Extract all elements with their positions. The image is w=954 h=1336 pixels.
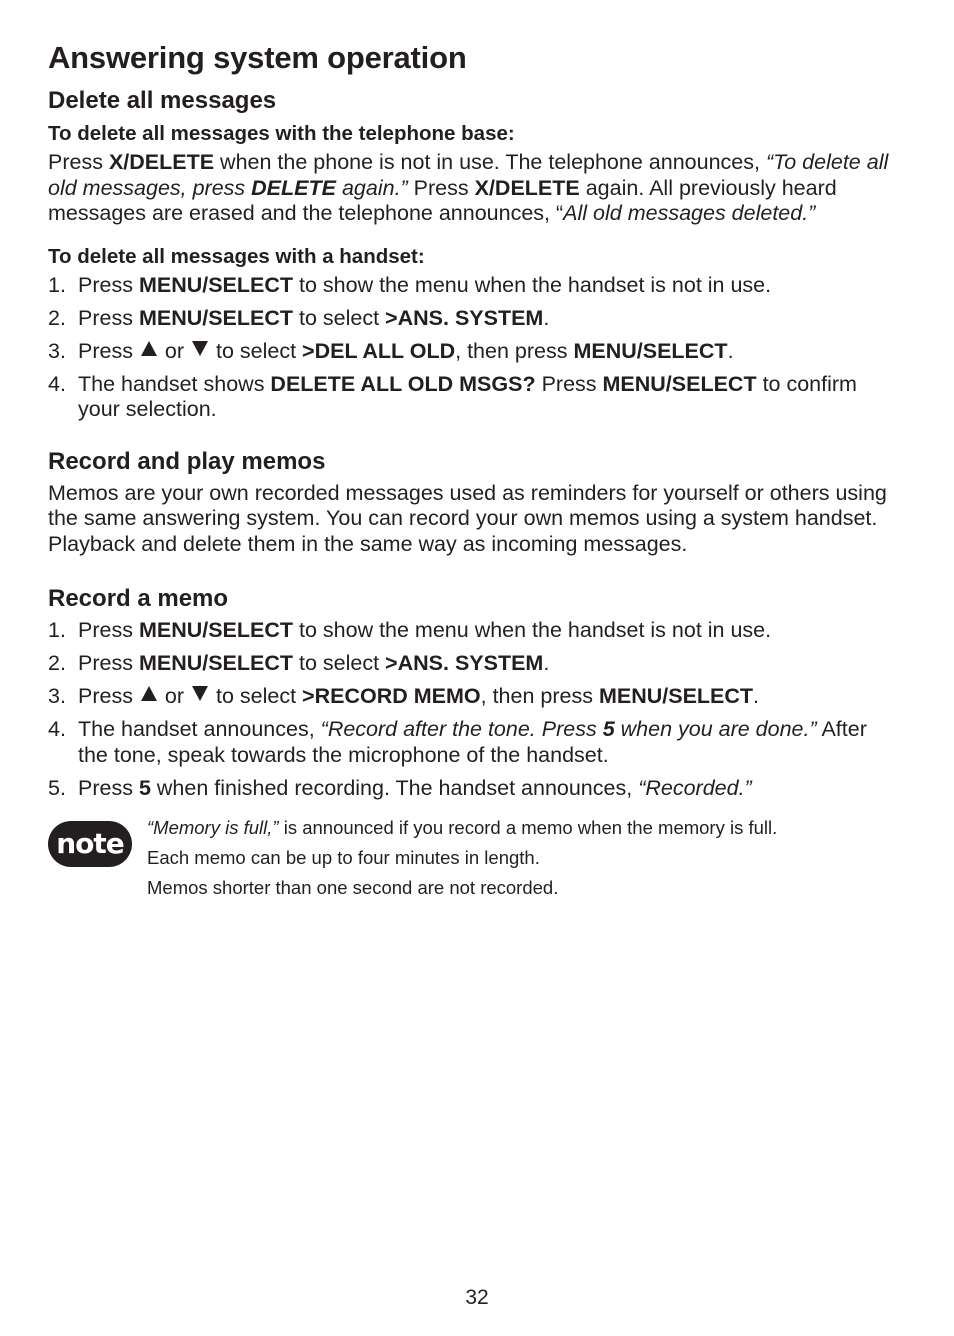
list-item: 2. Press MENU/SELECT to select >ANS. SYSTEM. <box>48 305 550 330</box>
up-arrow-icon <box>141 686 157 701</box>
note-icon: note <box>48 821 132 867</box>
list-item: 3. Press or to select >DEL ALL OLD, then press MENU/SELECT. <box>48 338 734 363</box>
note-text <box>147 817 907 907</box>
record-memo-section <box>48 584 898 801</box>
delete-steps-list <box>48 273 898 423</box>
down-arrow-icon <box>192 686 208 701</box>
list-item: 4. The handset announces, “Record after the tone. Press 5 when you are done.” After the tone, speak towards the microphone of the handset. <box>48 717 867 767</box>
note-box <box>48 817 898 907</box>
record-steps-list <box>48 618 898 801</box>
note-line: Memos shorter than one second are not recorded. <box>147 877 559 898</box>
list-item: 2. Press MENU/SELECT to select >ANS. SYSTEM. <box>48 651 550 675</box>
delete-all-section <box>48 86 898 423</box>
list-item: 1. Press MENU/SELECT to show the menu when the handset is not in use. <box>48 618 772 642</box>
page-number: 32 <box>465 1286 489 1309</box>
list-item: 4. The handset shows DELETE ALL OLD MSGS? Press MENU/SELECT to confirm your selection. <box>48 371 857 421</box>
list-item: 1. Press MENU/SELECT to show the menu when the handset is not in use. <box>48 272 772 297</box>
handset-subheading: To delete all messages with a handset: <box>48 244 425 268</box>
list-item: 5. Press 5 when finished recording. The handset announces, “Recorded.” <box>48 775 752 800</box>
delete-all-heading: Delete all messages <box>48 87 277 114</box>
up-arrow-icon <box>141 341 157 356</box>
memos-paragraph: Memos are your own recorded messages used as reminders for yourself or others using the same answering system. You can record your own memos using a system handset. Playback and delete them in the same way as incoming messages. <box>48 480 887 556</box>
memos-section <box>48 447 898 558</box>
page-title: Answering system operation <box>48 40 467 75</box>
record-memo-heading: Record a memo <box>48 585 229 612</box>
telephone-base-subheading: To delete all messages with the telephone base: <box>48 122 515 145</box>
telephone-base-paragraph: Press X/DELETE when the phone is not in use. The telephone announces, “To delete all old messages, press DELETE again.” Press X/DELETE again. All previously heard messages are erased and the telephone announces, “All old messages deleted.” <box>48 150 889 225</box>
note-line: “Memory is full,” is announced if you record a memo when the memory is full. <box>147 817 778 838</box>
note-line: Each memo can be up to four minutes in length. <box>147 847 540 868</box>
down-arrow-icon <box>192 341 208 356</box>
page-content <box>48 38 898 907</box>
memos-heading: Record and play memos <box>48 447 326 475</box>
list-item: 3. Press or to select >RECORD MEMO, then press MENU/SELECT. <box>48 684 760 708</box>
